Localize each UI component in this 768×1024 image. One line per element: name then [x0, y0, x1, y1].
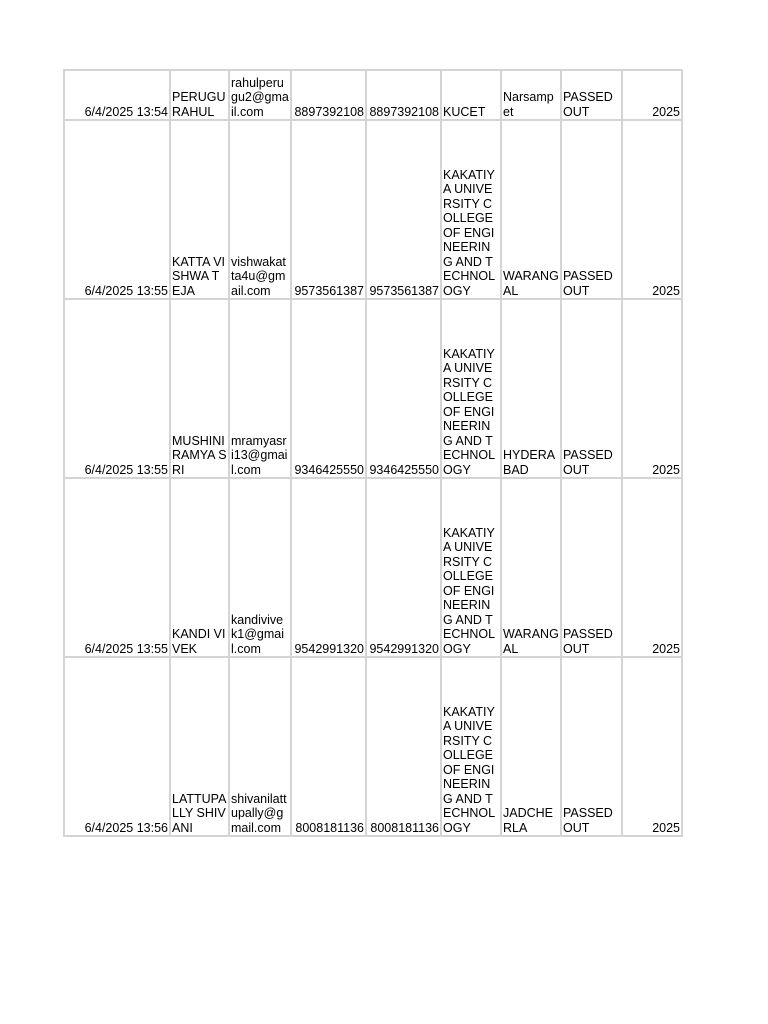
timestamp-cell: 6/4/2025 13:55: [64, 478, 170, 657]
table-row: [64, 478, 682, 657]
college-cell: KUCET: [441, 70, 501, 120]
timestamp-cell: 6/4/2025 13:55: [64, 120, 170, 299]
city-cell: WARANGAL: [501, 478, 561, 657]
email-cell: rahulperugu2@gmail.com: [229, 70, 291, 120]
name-cell: KANDI VIVEK: [170, 478, 229, 657]
name-cell: MUSHINI RAMYA SRI: [170, 299, 229, 478]
phone-cell: 8008181136: [291, 657, 366, 836]
college-cell: KAKATIYA UNIVERSITY COLLEGE OF ENGINEERING AND TECHNOLOGY: [441, 120, 501, 299]
alt-phone-cell: 8897392108: [366, 70, 441, 120]
timestamp-cell: 6/4/2025 13:54: [64, 70, 170, 120]
phone-cell: 8897392108: [291, 70, 366, 120]
alt-phone-cell: 9573561387: [366, 120, 441, 299]
city-cell: WARANGAL: [501, 120, 561, 299]
name-cell: LATTUPALLY SHIVANI: [170, 657, 229, 836]
table-row: [64, 70, 682, 120]
college-cell: KAKATIYA UNIVERSITY COLLEGE OF ENGINEERING AND TECHNOLOGY: [441, 478, 501, 657]
email-cell: vishwakatta4u@gmail.com: [229, 120, 291, 299]
registrations-table: [63, 69, 683, 837]
city-cell: HYDERABAD: [501, 299, 561, 478]
city-cell: Narsampet: [501, 70, 561, 120]
college-cell: KAKATIYA UNIVERSITY COLLEGE OF ENGINEERING AND TECHNOLOGY: [441, 299, 501, 478]
year-cell: 2025: [622, 478, 682, 657]
phone-cell: 9346425550: [291, 299, 366, 478]
alt-phone-cell: 9542991320: [366, 478, 441, 657]
name-cell: KATTA VISHWA TEJA: [170, 120, 229, 299]
email-cell: kandivivek1@gmail.com: [229, 478, 291, 657]
phone-cell: 9573561387: [291, 120, 366, 299]
timestamp-cell: 6/4/2025 13:56: [64, 657, 170, 836]
alt-phone-cell: 9346425550: [366, 299, 441, 478]
table-row: [64, 299, 682, 478]
table-row: [64, 657, 682, 836]
timestamp-cell: 6/4/2025 13:55: [64, 299, 170, 478]
status-cell: PASSED OUT: [561, 299, 622, 478]
city-cell: JADCHERLA: [501, 657, 561, 836]
college-cell: KAKATIYA UNIVERSITY COLLEGE OF ENGINEERING AND TECHNOLOGY: [441, 657, 501, 836]
email-cell: shivanilattupally@gmail.com: [229, 657, 291, 836]
status-cell: PASSED OUT: [561, 70, 622, 120]
year-cell: 2025: [622, 70, 682, 120]
phone-cell: 9542991320: [291, 478, 366, 657]
email-cell: mramyasri13@gmail.com: [229, 299, 291, 478]
year-cell: 2025: [622, 120, 682, 299]
year-cell: 2025: [622, 299, 682, 478]
status-cell: PASSED OUT: [561, 120, 622, 299]
status-cell: PASSED OUT: [561, 478, 622, 657]
name-cell: PERUGU RAHUL: [170, 70, 229, 120]
year-cell: 2025: [622, 657, 682, 836]
table-row: [64, 120, 682, 299]
alt-phone-cell: 8008181136: [366, 657, 441, 836]
status-cell: PASSED OUT: [561, 657, 622, 836]
